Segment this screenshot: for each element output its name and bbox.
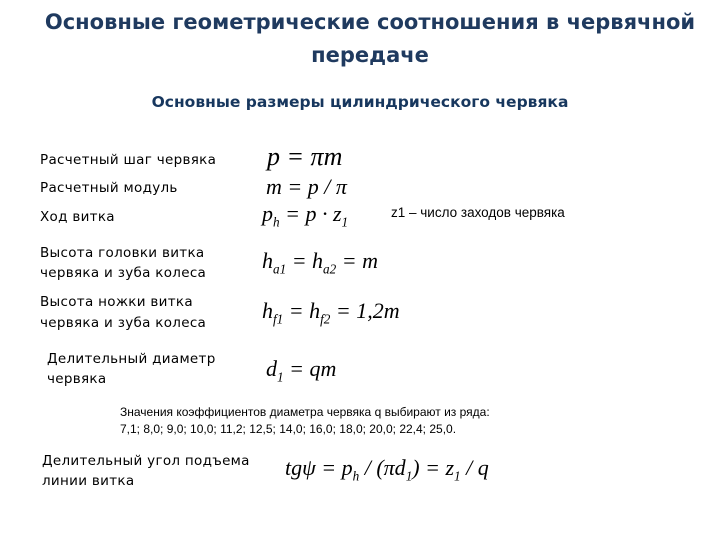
label-diameter-1: Делительный диаметр xyxy=(47,351,216,367)
formula-addendum: $h_{a1} = h_{a2} = m$ xyxy=(262,248,378,277)
formula-module: m = p / π xyxy=(266,174,347,199)
formula-diameter: $d_1$ = qm xyxy=(266,356,337,385)
formula-dedendum: $h_{f1} = h_{f2} = 1,2m$ xyxy=(262,298,400,327)
coefficient-line-2: 7,1; 8,0; 9,0; 10,0; 11,2; 12,5; 14,0; 16,0; 18,0; 20,0; 22,4; 25,0. xyxy=(120,422,457,436)
label-angle-2: линии витка xyxy=(42,473,135,489)
coefficient-line-1: Значения коэффициентов диаметра червяка q выбирают из ряда: xyxy=(120,405,490,419)
label-addendum-2: червяка и зуба колеса xyxy=(40,265,207,281)
label-dedendum-2: червяка и зуба колеса xyxy=(40,315,207,331)
page-title: Основные геометрические соотношения в червячной передаче xyxy=(44,10,696,67)
formula-pitch: p = πm xyxy=(267,142,343,171)
label-diameter-2: червяка xyxy=(47,371,107,387)
note-z1: z1 – число заходов червяка xyxy=(391,205,565,220)
formula-lead: $p_h = p \cdot z_1$ xyxy=(262,201,349,230)
coefficient-note xyxy=(120,404,490,438)
label-addendum-1: Высота головки витка xyxy=(40,245,205,261)
section-subtitle: Основные размеры цилиндрического червяка xyxy=(151,93,569,111)
label-pitch: Расчетный шаг червяка xyxy=(40,152,217,168)
label-module: Расчетный модуль xyxy=(40,180,178,196)
formula-angle: $tg\psi = p_h / (\pi d_1) = z_1 / q$ xyxy=(285,455,489,484)
label-angle-1: Делительный угол подъема xyxy=(42,453,250,469)
label-dedendum-1: Высота ножки витка xyxy=(40,294,193,310)
label-lead: Ход витка xyxy=(40,209,115,225)
